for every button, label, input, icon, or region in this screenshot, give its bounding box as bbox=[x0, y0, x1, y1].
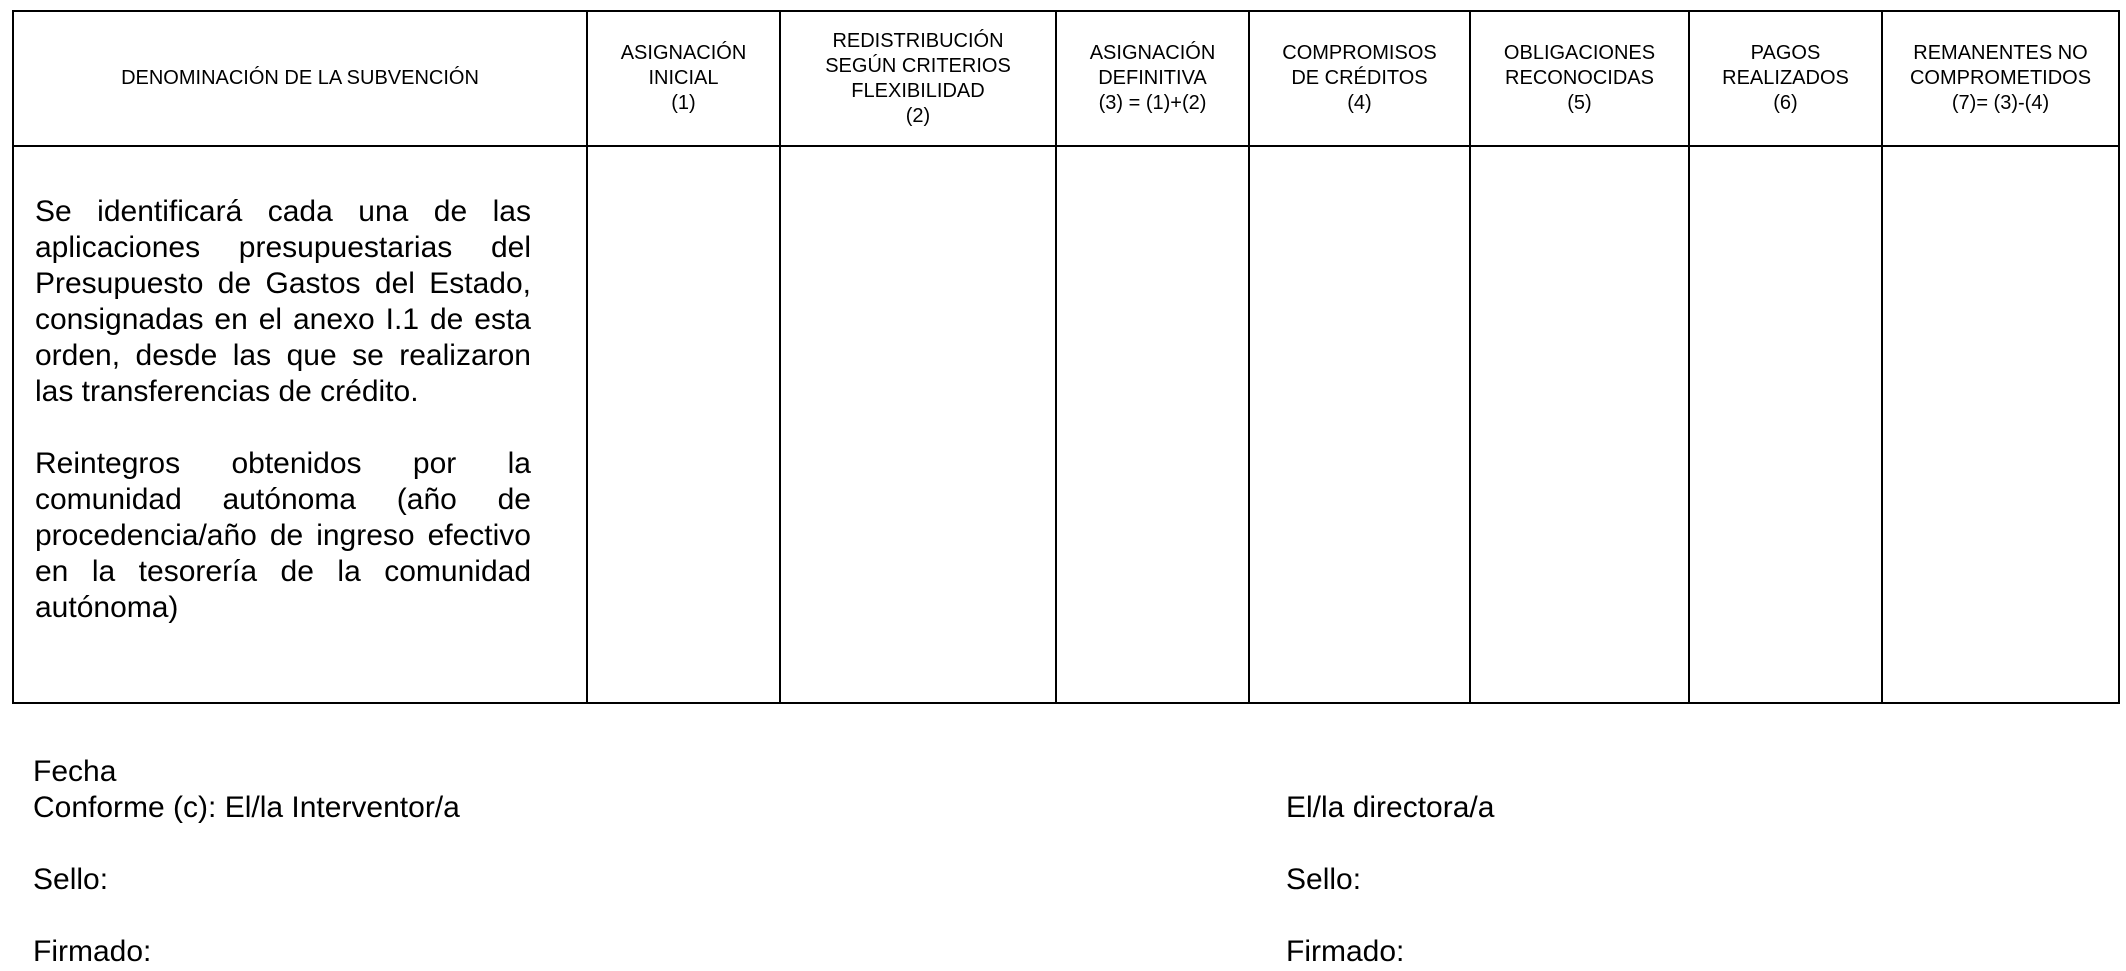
cell-remanentes bbox=[1882, 146, 2119, 703]
sello-right-label: Sello: bbox=[1286, 863, 1362, 896]
firmado-right-label: Firmado: bbox=[1286, 935, 1405, 968]
sello-left-label: Sello: bbox=[33, 863, 109, 896]
header-obligaciones: OBLIGACIONES RECONOCIDAS (5) bbox=[1470, 11, 1689, 146]
cell-redistribucion bbox=[780, 146, 1056, 703]
description-paragraph-reintegros: Reintegros obtenidos por la comunidad autónoma (año de procedencia/año de ingreso efectivo en la tesorería de la comunidad autónoma) bbox=[35, 447, 531, 624]
cell-obligaciones bbox=[1470, 146, 1689, 703]
header-redistribucion: REDISTRIBUCIÓN SEGÚN CRITERIOS FLEXIBILIDAD (2) bbox=[780, 11, 1056, 146]
description-paragraph-applications: Se identificará cada una de las aplicaciones presupuestarias del Presupuesto de Gastos del Estado, consignadas en el anexo I.1 de esta orden, desde las que se realizaron las transferencias de crédito. bbox=[35, 195, 531, 408]
header-asignacion-inicial: ASIGNACIÓN INICIAL (1) bbox=[587, 11, 780, 146]
fecha-label: Fecha bbox=[33, 755, 117, 788]
header-row bbox=[13, 11, 2119, 146]
header-denominacion: DENOMINACIÓN DE LA SUBVENCIÓN bbox=[13, 11, 587, 146]
header-pagos: PAGOS REALIZADOS (6) bbox=[1689, 11, 1882, 146]
cell-pagos bbox=[1689, 146, 1882, 703]
conforme-interventor-label: Conforme (c): El/la Interventor/a bbox=[33, 791, 460, 824]
body-row bbox=[13, 146, 2119, 703]
description-text bbox=[35, 194, 531, 626]
header-asignacion-definitiva: ASIGNACIÓN DEFINITIVA (3) = (1)+(2) bbox=[1056, 11, 1249, 146]
subsidy-table bbox=[12, 10, 2120, 704]
description-cell bbox=[13, 146, 587, 703]
cell-compromisos bbox=[1249, 146, 1470, 703]
header-compromisos: COMPROMISOS DE CRÉDITOS (4) bbox=[1249, 11, 1470, 146]
cell-asignacion-inicial bbox=[587, 146, 780, 703]
firmado-left-label: Firmado: bbox=[33, 935, 152, 968]
directora-label: El/la directora/a bbox=[1286, 791, 1495, 824]
cell-asignacion-definitiva bbox=[1056, 146, 1249, 703]
header-remanentes: REMANENTES NO COMPROMETIDOS (7)= (3)-(4) bbox=[1882, 11, 2119, 146]
